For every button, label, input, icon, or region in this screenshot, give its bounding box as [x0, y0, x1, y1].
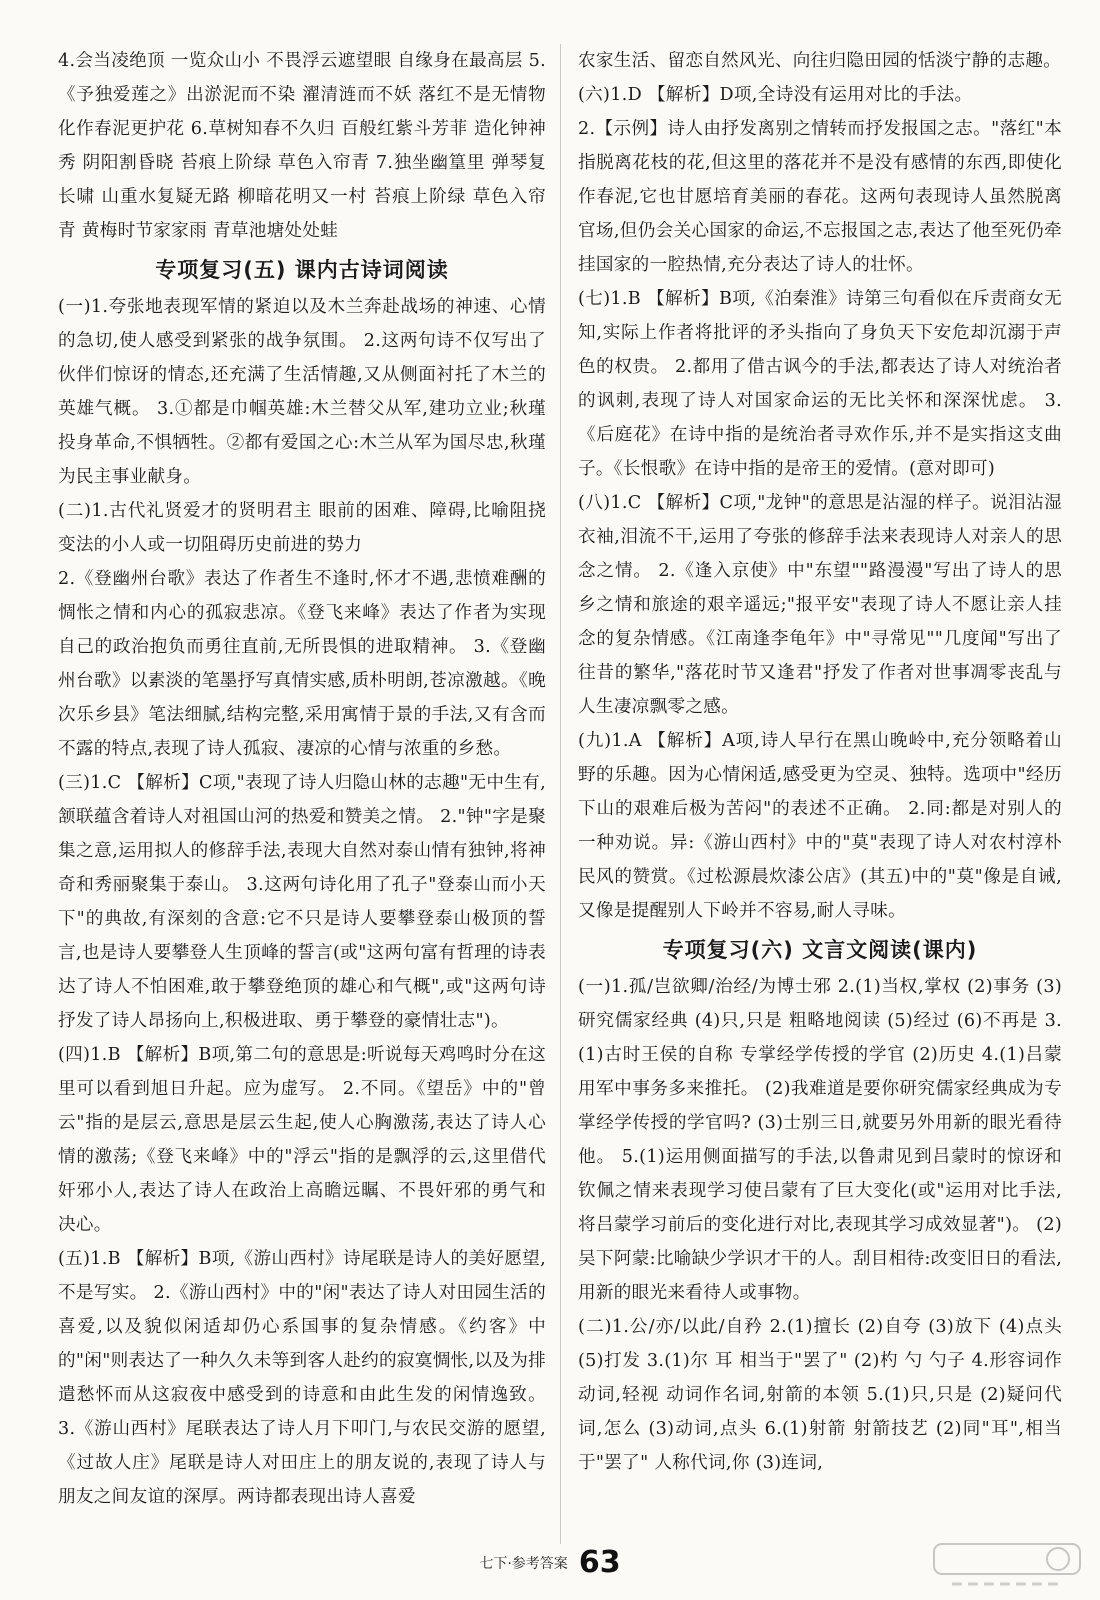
answer-item: (六)1.D 【解析】D项,全诗没有运用对比的手法。 — [578, 85, 973, 105]
answer-item: (七)1.B 【解析】B项,《泊秦淮》诗第三句看似在斥责商女无知,实际上作者将批评的矛头指向了身负天下安危却沉溺于声色的权贵。 2.都用了借古讽今的手法,都表达了诗人对统治者的讽刺,表现了诗人对国家命运的无比关怀和深深忧虑。 3.《后庭花》在诗中指的是统治者寻欢作乐,并不是实指这支曲子。《长恨歌》在诗中指的是帝王的爱情。(意对即可) — [578, 289, 1062, 479]
section-title-5: 专项复习(五) 课内古诗词阅读 — [155, 258, 449, 282]
answer-item: (一)1.孤/岂欲卿/治经/为博士邪 2.(1)当权,掌权 (2)事务 (3)研究儒家经典 (4)只,只是 粗略地阅读 (5)经过 (6)不再是 3.(1)古时王侯的自称 专掌经学传授的学官 (2)历史 4.(1)吕蒙用军中事务多来推托。 (2)我难道是要你研究儒家经典成为专掌经学传授的学官吗? (3)士别三日,就要另外用新的眼光看待他。 5.(1)运用侧面描写的手法,以鲁肃见到吕蒙时的惊讶和钦佩之情来表现学习使吕蒙有了巨大变化(或"运用对比手法,将吕蒙学习前后的变化进行对比,表现其学习成效显著")。 (2)吴下阿蒙:比喻缺少学识才干的人。刮目相待:改变旧日的看法,用新的眼光来看待人或事物。 — [578, 977, 1062, 1303]
answer-item: (二)1.古代礼贤爱才的贤明君主 眼前的困难、障碍,比喻阻挠变法的小人或一切阻碍历史前进的势力 — [58, 501, 546, 555]
right-column — [578, 44, 1062, 1480]
intro-paragraph: 4.会当凌绝顶 一览众山小 不畏浮云遮望眼 自缘身在最高层 5.《予独爱莲之》出淤泥而不染 濯清涟而不妖 落红不是无情物 化作春泥更护花 6.草树知春不久归 百般红紫斗芳菲 造化钟神秀 阴阳割昏晓 苔痕上阶绿 草色入帘青 7.独坐幽篁里 弹琴复长啸 山重水复疑无路 柳暗花明又一村 苔痕上阶绿 草色入帘青 黄梅时节家家雨 青草池塘处处蛙 — [58, 51, 546, 241]
left-column — [58, 44, 546, 1514]
answer-item: 2.《登幽州台歌》表达了作者生不逢时,怀才不遇,悲愤难酬的惆怅之情和内心的孤寂悲凉。《登飞来峰》表达了作者为实现自己的政治抱负而勇往直前,无所畏惧的进取精神。 3.《登幽州台歌》以素淡的笔墨抒写真情实感,质朴明朗,苍凉激越。《晚次乐乡县》笔法细腻,结构完整,采用寓情于景的手法,又有含而不露的特点,表现了诗人孤寂、凄凉的心情与浓重的乡愁。 — [58, 569, 546, 759]
answer-item: 2.【示例】诗人由抒发离别之情转而抒发报国之志。"落红"本指脱离花枝的花,但这里的落花并不是没有感情的东西,即使化作春泥,它也甘愿培育美丽的春花。这两句表现诗人虽然脱离官场,但仍会关心国家的命运,不忘报国之志,表达了他至死仍牵挂国家的一腔热情,充分表达了诗人的壮怀。 — [578, 119, 1062, 275]
section-title-6: 专项复习(六) 文言文阅读(课内) — [662, 938, 978, 962]
answer-item: (八)1.C 【解析】C项,"龙钟"的意思是沾湿的样子。说泪沾湿衣袖,泪流不干,运用了夸张的修辞手法来表现诗人对亲人的思念之情。 2.《逢入京使》中"东望""路漫漫"写出了诗人的思乡之情和旅途的艰辛遥远;"报平安"表现了诗人不愿让亲人挂念的复杂情感。《江南逢李龟年》中"寻常见""几度闻"写出了往昔的繁华,"落花时节又逢君"抒发了作者对世事凋零丧乱与人生凄凉飘零之感。 — [578, 493, 1062, 717]
answer-item: (五)1.B 【解析】B项,《游山西村》诗尾联是诗人的美好愿望,不是写实。 2.《游山西村》中的"闲"表达了诗人对田园生活的喜爱,以及貌似闲适却仍心系国事的复杂情感。《约客》中的"闲"则表达了一种久久未等到客人赴约的寂寞惆怅,以及为排遣愁怀而从这寂夜中感受到的诗意和由此生发的闲情逸致。 3.《游山西村》尾联表达了诗人月下叩门,与农民交游的愿望,《过故人庄》尾联是诗人对田庄上的朋友说的,表现了诗人与朋友之间友谊的深厚。两诗都表现出诗人喜爱 — [58, 1249, 546, 1507]
answer-item: (二)1.公/亦/以此/自矜 2.(1)擅长 (2)自夸 (3)放下 (4)点头 (5)打发 3.(1)尔 耳 相当于"罢了" (2)杓 勺 勺子 4.形容词作动词,轻视 动词作名词,射箭的本领 5.(1)只,只是 (2)疑问代词,怎么 (3)动词,点头 6.(1)射箭 射箭技艺 (2)同"耳",相当于"罢了" 人称代词,你 (3)连词, — [578, 1317, 1062, 1473]
footer-label: 七下·参考答案 — [479, 1555, 568, 1572]
continued-paragraph: 农家生活、留恋自然风光、向往归隐田园的恬淡宁静的志趣。 — [578, 51, 1062, 71]
column-divider — [560, 44, 561, 1544]
answer-item: (一)1.夸张地表现军情的紧迫以及木兰奔赴战场的神速、心情的急切,使人感受到紧张的战争氛围。 2.这两句诗不仅写出了伙伴们惊讶的情态,还充满了生活情趣,又从侧面衬托了木兰的英雄气概。 3.①都是巾帼英雄:木兰替父从军,建功立业;秋瑾投身革命,不惧牺牲。②都有爱国之心:木兰从军为国尽忠,秋瑾为民主事业献身。 — [58, 297, 546, 487]
page-number: 63 — [578, 1545, 621, 1580]
answer-item: (九)1.A 【解析】A项,诗人早行在黑山晚岭中,充分领略着山野的乐趣。因为心情闲适,感受更为空灵、独特。选项中"经历下山的艰难后极为苦闷"的表述不正确。 2.同:都是对别人的一种劝说。异:《游山西村》中的"莫"表现了诗人对农村淳朴民风的赞赏。《过松源晨炊漆公店》(其五)中的"莫"像是自诫,又像是提醒别人下岭并不容易,耐人寻味。 — [578, 731, 1062, 921]
answer-item: (四)1.B 【解析】B项,第二句的意思是:听说每天鸡鸣时分在这里可以看到旭日升起。应为虚写。 2.不同。《望岳》中的"曾云"指的是层云,意思是层云生起,使人心胸激荡,表达了诗人心情的激荡;《登飞来峰》中的"浮云"指的是飘浮的云,这里借代奸邪小人,表达了诗人在政治上高瞻远瞩、不畏奸邪的勇气和决心。 — [58, 1045, 546, 1235]
answer-item: (三)1.C 【解析】C项,"表现了诗人归隐山林的志趣"无中生有,颔联蕴含着诗人对祖国山河的热爱和赞美之情。 2."钟"字是聚集之意,运用拟人的修辞手法,表现大自然对泰山情有独钟,将神奇和秀丽聚集于泰山。 3.这两句诗化用了孔子"登泰山而小天下"的典故,有深刻的含意:它不只是诗人要攀登泰山极顶的誓言,也是诗人要攀登人生顶峰的誓言(或"这两句富有哲理的诗表达了诗人不怕困难,敢于攀登绝顶的雄心和气概",或"这两句诗抒发了诗人昂扬向上,积极进取、勇于攀登的豪情壮志")。 — [58, 773, 546, 1031]
watermark-logo — [932, 1540, 1082, 1594]
